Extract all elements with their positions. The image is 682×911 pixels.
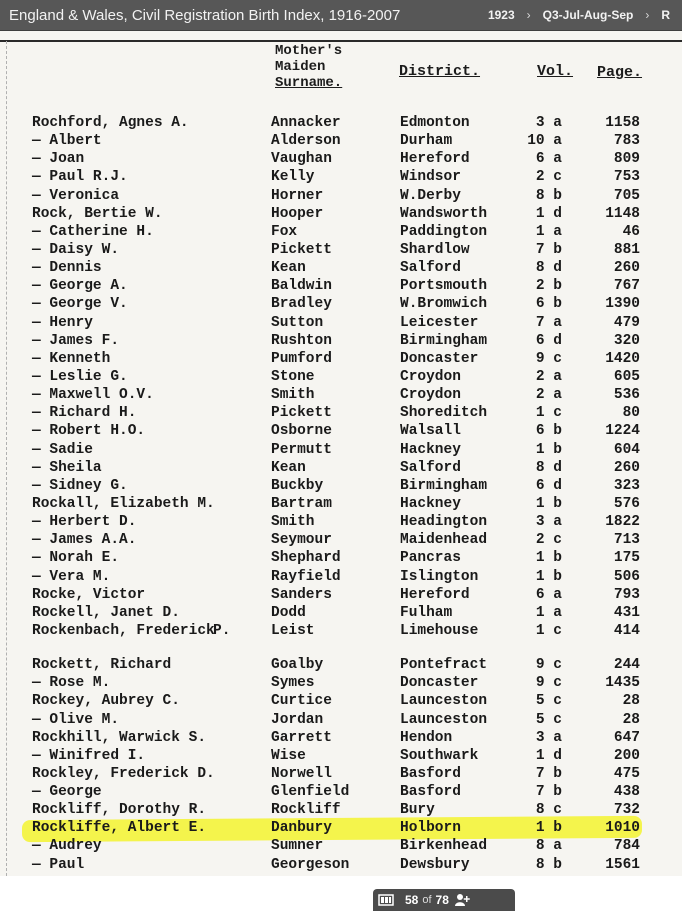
record-name: — Richard H.: [32, 405, 137, 422]
record-name: — George A.: [32, 278, 128, 295]
record-name: — Norah E.: [32, 550, 120, 567]
record-district: Dewsbury: [400, 856, 470, 873]
record-district: Hendon: [400, 729, 453, 746]
record-page: 793: [613, 586, 640, 603]
table-row: [0, 277, 682, 295]
breadcrumb-year[interactable]: 1923: [487, 8, 515, 22]
record-district: Fulham: [400, 604, 453, 621]
record-name: — Olive M.: [32, 711, 120, 728]
record-volume: 1 c: [535, 405, 562, 422]
record-volume: 1 c: [535, 622, 562, 639]
record-maiden-surname: Shephard: [271, 550, 341, 567]
table-row: [0, 495, 682, 513]
record-page: 438: [613, 784, 640, 801]
record-volume: 2 b: [535, 278, 562, 295]
record-maiden-surname: Goalby: [271, 657, 324, 674]
record-maiden-surname: Kean: [271, 459, 306, 476]
record-maiden-surname: Pickett: [271, 241, 332, 258]
record-name: Rocke, Victor: [32, 586, 146, 603]
record-page: 1420: [605, 350, 640, 367]
record-page: 244: [613, 657, 640, 674]
record-name: Rockenbach, Frederick: [32, 622, 215, 639]
record-district: Birmingham: [400, 477, 488, 494]
record-page: 705: [613, 187, 640, 204]
record-page: 576: [613, 495, 640, 512]
record-volume: 6 a: [535, 586, 562, 603]
record-maiden-surname: Sumner: [271, 838, 324, 855]
record-page: 1561: [605, 856, 640, 873]
record-page: 28: [622, 711, 640, 728]
record-name: — Paul R.J.: [32, 169, 128, 186]
table-row: [0, 168, 682, 186]
record-name: Rockliff, Dorothy R.: [32, 802, 207, 819]
table-row: [0, 549, 682, 567]
table-row: [0, 295, 682, 313]
viewer-controls: [373, 889, 515, 911]
record-district: Pontefract: [400, 657, 488, 674]
record-maiden-surname: Jordan: [271, 711, 324, 728]
record-name: — Albert: [32, 133, 102, 150]
table-row: [0, 568, 682, 586]
record-district: Holborn: [400, 820, 461, 837]
record-district: Headington: [400, 514, 488, 531]
table-row: [0, 531, 682, 549]
record-page: 784: [613, 838, 640, 855]
record-maiden-surname: Glenfield: [271, 784, 350, 801]
record-maiden-surname: Alderson: [271, 133, 341, 150]
record-name: Rockliffe, Albert E.: [32, 820, 207, 837]
record-maiden-surname: Georgeson: [271, 856, 350, 873]
record-page: 881: [613, 241, 640, 258]
table-row: [0, 674, 682, 692]
table-row: [0, 332, 682, 350]
record-maiden-surname: Pumford: [271, 350, 332, 367]
record-name: — Herbert D.: [32, 514, 137, 531]
record-district: Hackney: [400, 495, 461, 512]
record-volume: 7 a: [535, 314, 562, 331]
record-name: Rockhill, Warwick S.: [32, 729, 207, 746]
record-name: Rockett, Richard: [32, 657, 172, 674]
record-maiden-surname: Dodd: [271, 604, 306, 621]
table-row: [0, 187, 682, 205]
record-maiden-surname: Smith: [271, 514, 315, 531]
page-top-edge: [0, 40, 682, 42]
record-volume: 2 a: [535, 368, 562, 385]
record-name: — George: [32, 784, 102, 801]
record-district: Durham: [400, 133, 453, 150]
record-volume: 6 d: [535, 332, 562, 349]
record-name: Rockey, Aubrey C.: [32, 693, 180, 710]
record-maiden-surname: Hooper: [271, 205, 324, 222]
record-name: — Winifred I.: [32, 747, 146, 764]
record-district: Hereford: [400, 586, 470, 603]
record-volume: 6 b: [535, 296, 562, 313]
record-volume: 8 a: [535, 838, 562, 855]
table-row: [0, 459, 682, 477]
record-district: Croydon: [400, 368, 461, 385]
table-row: [0, 747, 682, 765]
record-district: Shardlow: [400, 241, 470, 258]
record-district: Walsall: [400, 423, 461, 440]
record-district: W.Derby: [400, 187, 461, 204]
record-name: — Audrey: [32, 838, 102, 855]
table-row: [0, 692, 682, 710]
table-row: [0, 856, 682, 874]
breadcrumb: [486, 8, 672, 22]
table-row: [0, 783, 682, 801]
record-page: 536: [613, 387, 640, 404]
record-page: 1224: [605, 423, 640, 440]
record-district: Basford: [400, 784, 461, 801]
record-maiden-surname: Seymour: [271, 532, 332, 549]
record-district: Croydon: [400, 387, 461, 404]
record-volume: 7 b: [535, 241, 562, 258]
record-maiden-surname: Bartram: [271, 495, 332, 512]
table-row-highlighted: [0, 819, 682, 837]
record-name: Rockall, Elizabeth M.: [32, 495, 215, 512]
record-page: 732: [613, 802, 640, 819]
record-page: 200: [613, 747, 640, 764]
record-name: — Maxwell O.V.: [32, 387, 154, 404]
table-row: [0, 513, 682, 531]
record-maiden-surname: Rushton: [271, 332, 332, 349]
table-row: [0, 150, 682, 168]
record-maiden-surname: Wise: [271, 747, 306, 764]
table-row: [0, 622, 682, 640]
record-volume: 2 c: [535, 169, 562, 186]
record-volume: 8 d: [535, 260, 562, 277]
total-pages: 78: [435, 893, 449, 907]
record-page: 647: [613, 729, 640, 746]
record-maiden-surname: Sanders: [271, 586, 332, 603]
table-row: [0, 259, 682, 277]
record-maiden-surname: Leist: [271, 622, 315, 639]
record-volume: 6 b: [535, 423, 562, 440]
record-page: 46: [622, 223, 640, 240]
birth-index-table: [0, 114, 682, 874]
record-maiden-surname: Permutt: [271, 441, 332, 458]
record-volume: 7 b: [535, 765, 562, 782]
record-volume: 5 c: [535, 711, 562, 728]
collection-title[interactable]: England & Wales, Civil Registration Birth Index, 1916-2007: [9, 6, 401, 24]
record-name: — Henry: [32, 314, 93, 331]
record-name: — Joan: [32, 151, 85, 168]
viewer-header: [0, 0, 682, 31]
record-page: 1822: [605, 514, 640, 531]
table-row: [0, 801, 682, 819]
record-maiden-surname: Rockliff: [271, 802, 341, 819]
record-volume: 3 a: [535, 514, 562, 531]
record-page: 1390: [605, 296, 640, 313]
record-volume: 1 a: [535, 604, 562, 621]
record-name: — Robert H.O.: [32, 423, 146, 440]
table-row: [0, 314, 682, 332]
table-row: [0, 223, 682, 241]
record-volume: 2 c: [535, 532, 562, 549]
record-name: Rochford, Agnes A.: [32, 115, 189, 131]
record-volume: 8 b: [535, 856, 562, 873]
record-maiden-surname: Buckby: [271, 477, 324, 494]
record-page: 605: [613, 368, 640, 385]
record-page: 1158: [605, 115, 640, 131]
record-district: Wandsworth: [400, 205, 488, 222]
record-district: W.Bromwich: [400, 296, 488, 313]
record-volume: 9 c: [535, 350, 562, 367]
record-volume: 3 a: [535, 729, 562, 746]
record-district: Birmingham: [400, 332, 488, 349]
record-page: 479: [613, 314, 640, 331]
record-district: Birkenhead: [400, 838, 488, 855]
page-of-label: of: [422, 894, 432, 906]
record-page: 713: [613, 532, 640, 549]
record-district: Salford: [400, 260, 461, 277]
record-volume: 1 d: [535, 205, 562, 222]
record-volume: 1 b: [535, 495, 562, 512]
record-maiden-surname: Kean: [271, 260, 306, 277]
record-page: 767: [613, 278, 640, 295]
record-name: — Catherine H.: [32, 223, 154, 240]
record-district: Hereford: [400, 151, 470, 168]
column-header-page: Page.: [597, 64, 643, 81]
record-page: 604: [613, 441, 640, 458]
table-row: [0, 441, 682, 459]
record-volume: 10 a: [527, 133, 562, 150]
document-image[interactable]: [0, 31, 682, 907]
record-page: 1435: [605, 675, 640, 692]
record-volume: 5 c: [535, 693, 562, 710]
record-district: Portsmouth: [400, 278, 488, 295]
record-page: 175: [613, 550, 640, 567]
table-row: [0, 765, 682, 783]
record-maiden-surname: Fox: [271, 223, 298, 240]
record-maiden-surname: Vaughan: [271, 151, 332, 168]
record-name: — James F.: [32, 332, 120, 349]
record-volume: 1 b: [535, 441, 562, 458]
table-row: [0, 114, 682, 132]
record-volume: 1 b: [535, 568, 562, 585]
record-maiden-surname: Danbury: [271, 820, 332, 837]
record-maiden-surname: Sutton: [271, 314, 324, 331]
table-row: [0, 656, 682, 674]
record-name: — Sidney G.: [32, 477, 128, 494]
record-volume: 3 a: [535, 115, 562, 131]
person-add-icon[interactable]: [453, 891, 471, 909]
record-page: 1148: [605, 205, 640, 222]
breadcrumb-quarter[interactable]: Q3-Jul-Aug-Sep: [542, 8, 634, 22]
record-maiden-surname: Stone: [271, 368, 315, 385]
record-maiden-surname: Osborne: [271, 423, 332, 440]
record-page: 783: [613, 133, 640, 150]
record-page: 809: [613, 151, 640, 168]
record-district: Islington: [400, 568, 479, 585]
table-row: [0, 386, 682, 404]
record-name: — Rose M.: [32, 675, 111, 692]
breadcrumb-separator: ›: [526, 8, 531, 22]
record-maiden-surname: Smith: [271, 387, 315, 404]
record-volume: 9 c: [535, 675, 562, 692]
record-district: Edmonton: [400, 115, 470, 131]
record-district: Bury: [400, 802, 435, 819]
record-volume: 6 a: [535, 151, 562, 168]
current-page-number[interactable]: 58: [405, 893, 419, 907]
table-row: [0, 404, 682, 422]
record-page: 1010: [605, 820, 640, 837]
breadcrumb-letter[interactable]: R: [661, 8, 670, 22]
column-header-vol: Vol.: [537, 63, 574, 80]
record-volume: 1 b: [535, 550, 562, 567]
record-maiden-surname: Kelly: [271, 169, 315, 186]
record-district: Leicester: [400, 314, 479, 331]
breadcrumb-separator: ›: [645, 8, 650, 22]
record-volume: 8 b: [535, 187, 562, 204]
table-row: [0, 604, 682, 622]
record-page: 506: [613, 568, 640, 585]
record-district: Maidenhead: [400, 532, 488, 549]
record-volume: 1 d: [535, 747, 562, 764]
table-row: [0, 205, 682, 223]
record-district: Windsor: [400, 169, 461, 186]
table-row: [0, 586, 682, 604]
record-name: — Dennis: [32, 260, 102, 277]
record-page: 475: [613, 765, 640, 782]
record-name-continuation: P.: [213, 622, 231, 639]
table-row: [0, 837, 682, 855]
column-header-district: District.: [399, 63, 481, 80]
record-district: Paddington: [400, 223, 488, 240]
record-district: Launceston: [400, 693, 488, 710]
record-maiden-surname: Baldwin: [271, 278, 332, 295]
record-maiden-surname: Curtice: [271, 693, 332, 710]
table-row: [0, 241, 682, 259]
record-district: Launceston: [400, 711, 488, 728]
record-page: 28: [622, 693, 640, 710]
record-page: 80: [622, 405, 640, 422]
record-district: Hackney: [400, 441, 461, 458]
record-maiden-surname: Rayfield: [271, 568, 341, 585]
record-district: Doncaster: [400, 350, 479, 367]
record-maiden-surname: Bradley: [271, 296, 332, 313]
table-row: [0, 729, 682, 747]
record-page: 260: [613, 459, 640, 476]
record-page: 431: [613, 604, 640, 621]
record-name: Rockley, Frederick D.: [32, 765, 215, 782]
column-header-maiden-surname: Mother's Maiden Surname.: [275, 43, 343, 91]
record-name: — Sadie: [32, 441, 93, 458]
record-name: — Sheila: [32, 459, 102, 476]
record-volume: 1 a: [535, 223, 562, 240]
record-district: Pancras: [400, 550, 461, 567]
record-page: 323: [613, 477, 640, 494]
table-row: [0, 132, 682, 150]
record-maiden-surname: Norwell: [271, 765, 332, 782]
record-volume: 8 c: [535, 802, 562, 819]
table-row: [0, 477, 682, 495]
table-row: [0, 368, 682, 386]
record-name: — Leslie G.: [32, 368, 128, 385]
record-volume: 1 b: [535, 820, 562, 837]
record-maiden-surname: Pickett: [271, 405, 332, 422]
record-page: 414: [613, 622, 640, 639]
record-volume: 2 a: [535, 387, 562, 404]
record-district: Shoreditch: [400, 405, 488, 422]
record-maiden-surname: Symes: [271, 675, 315, 692]
record-district: Limehouse: [400, 622, 479, 639]
record-name: — Vera M.: [32, 568, 111, 585]
record-volume: 7 b: [535, 784, 562, 801]
table-row: [0, 422, 682, 440]
record-maiden-surname: Horner: [271, 187, 324, 204]
record-name: — Veronica: [32, 187, 120, 204]
record-name: — George V.: [32, 296, 128, 313]
record-name: Rock, Bertie W.: [32, 205, 163, 222]
table-row: [0, 350, 682, 368]
record-volume: 9 c: [535, 657, 562, 674]
record-name: — Kenneth: [32, 350, 111, 367]
record-page: 320: [613, 332, 640, 349]
record-page: 753: [613, 169, 640, 186]
record-district: Doncaster: [400, 675, 479, 692]
record-district: Basford: [400, 765, 461, 782]
record-district: Southwark: [400, 747, 479, 764]
record-name: — James A.A.: [32, 532, 137, 549]
record-volume: 8 d: [535, 459, 562, 476]
filmstrip-icon[interactable]: [377, 891, 395, 909]
record-name: — Daisy W.: [32, 241, 120, 258]
record-page: 260: [613, 260, 640, 277]
record-maiden-surname: Annacker: [271, 115, 341, 131]
record-volume: 6 d: [535, 477, 562, 494]
record-name: Rockell, Janet D.: [32, 604, 180, 621]
record-name: — Paul: [32, 856, 85, 873]
table-row: [0, 711, 682, 729]
record-district: Salford: [400, 459, 461, 476]
record-maiden-surname: Garrett: [271, 729, 332, 746]
